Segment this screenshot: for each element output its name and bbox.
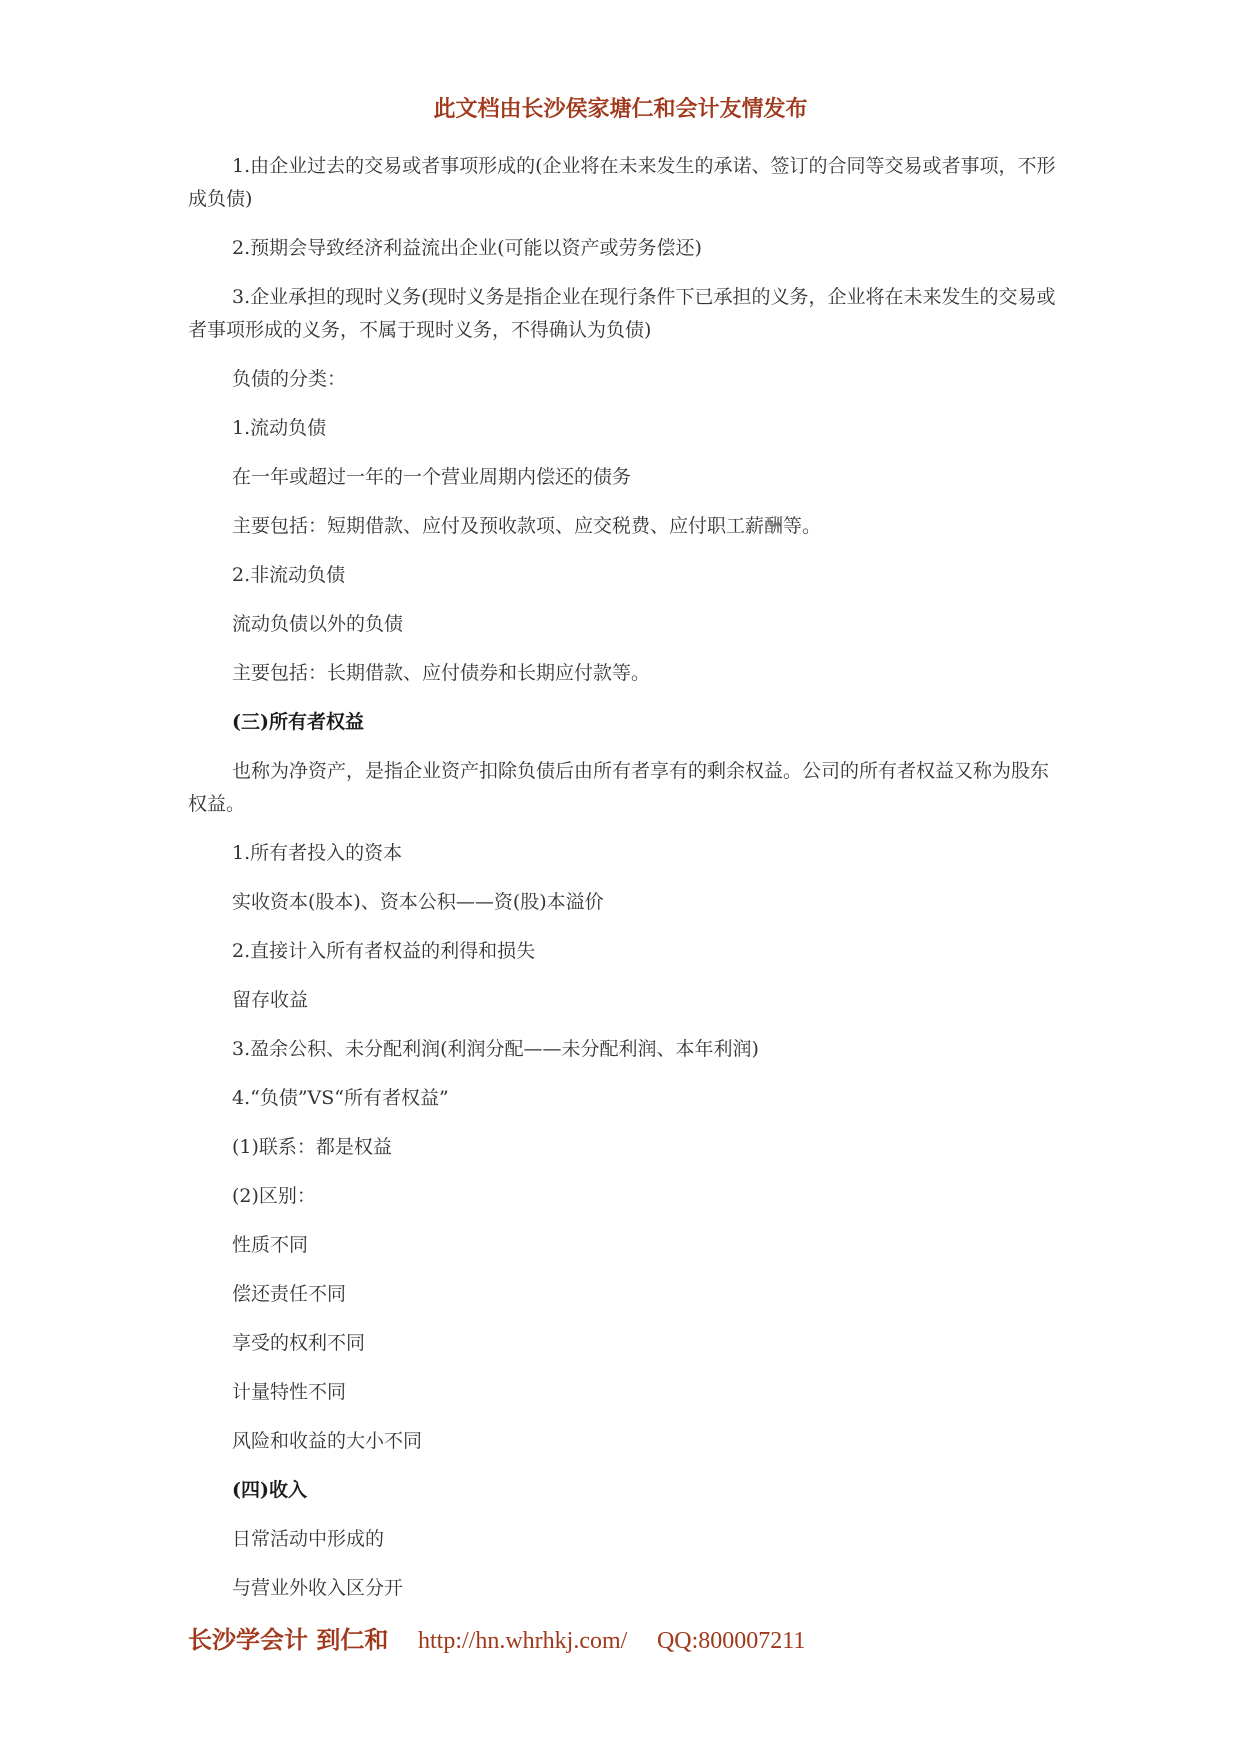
paragraph: 2.直接计入所有者权益的利得和损失 bbox=[232, 940, 536, 962]
paragraph: 流动负债以外的负债 bbox=[232, 613, 404, 635]
paragraph: 1.由企业过去的交易或者事项形成的(企业将在未来发生的承诺、签订的合同等交易或者事项，不形成负债) bbox=[188, 155, 1056, 210]
footer-brand: 长沙学会计 到仁和 bbox=[188, 1625, 389, 1654]
paragraph: 留存收益 bbox=[232, 989, 309, 1011]
section-heading: (三)所有者权益 bbox=[232, 711, 364, 733]
paragraph: 2.非流动负债 bbox=[232, 564, 346, 586]
paragraph: 3.盈余公积、未分配利润(利润分配——未分配利润、本年利润) bbox=[232, 1038, 759, 1060]
paragraph: 在一年或超过一年的一个营业周期内偿还的债务 bbox=[232, 466, 632, 488]
footer-qq: QQ:800007211 bbox=[656, 1628, 806, 1654]
paragraph: 主要包括：长期借款、应付债券和长期应付款等。 bbox=[232, 662, 651, 684]
footer-url-link[interactable]: http://hn.whrhkj.com/ bbox=[418, 1628, 628, 1654]
paragraph: 1.所有者投入的资本 bbox=[232, 842, 403, 864]
paragraph: 3.企业承担的现时义务(现时义务是指企业在现行条件下已承担的义务，企业将在未来发生的交易或者事项形成的义务，不属于现时义务，不得确认为负债) bbox=[188, 286, 1056, 341]
document-body bbox=[188, 150, 1060, 1621]
paragraph: 主要包括：短期借款、应付及预收款项、应交税费、应付职工薪酬等。 bbox=[232, 515, 822, 537]
paragraph: 负债的分类： bbox=[232, 368, 347, 390]
page-footer bbox=[188, 1620, 1088, 1655]
paragraph: 计量特性不同 bbox=[232, 1381, 347, 1403]
paragraph: 也称为净资产，是指企业资产扣除负债后由所有者享有的剩余权益。公司的所有者权益又称为股东权益。 bbox=[188, 760, 1050, 815]
paragraph: 享受的权利不同 bbox=[232, 1332, 366, 1354]
paragraph: 4.“负债”VS“所有者权益” bbox=[232, 1087, 449, 1109]
paragraph: (1)联系：都是权益 bbox=[232, 1136, 392, 1158]
paragraph: 2.预期会导致经济利益流出企业(可能以资产或劳务偿还) bbox=[232, 237, 702, 259]
paragraph: 风险和收益的大小不同 bbox=[232, 1430, 423, 1452]
paragraph: 与营业外收入区分开 bbox=[232, 1577, 404, 1599]
paragraph: 性质不同 bbox=[232, 1234, 309, 1256]
section-heading: (四)收入 bbox=[232, 1479, 307, 1501]
paragraph: 偿还责任不同 bbox=[232, 1283, 347, 1305]
paragraph: 实收资本(股本)、资本公积——资(股)本溢价 bbox=[232, 891, 604, 913]
paragraph: 1.流动负债 bbox=[232, 417, 327, 439]
page-header-title: 此文档由长沙侯家塘仁和会计友情发布 bbox=[433, 96, 808, 122]
paragraph: (2)区别： bbox=[232, 1185, 316, 1207]
paragraph: 日常活动中形成的 bbox=[232, 1528, 385, 1550]
